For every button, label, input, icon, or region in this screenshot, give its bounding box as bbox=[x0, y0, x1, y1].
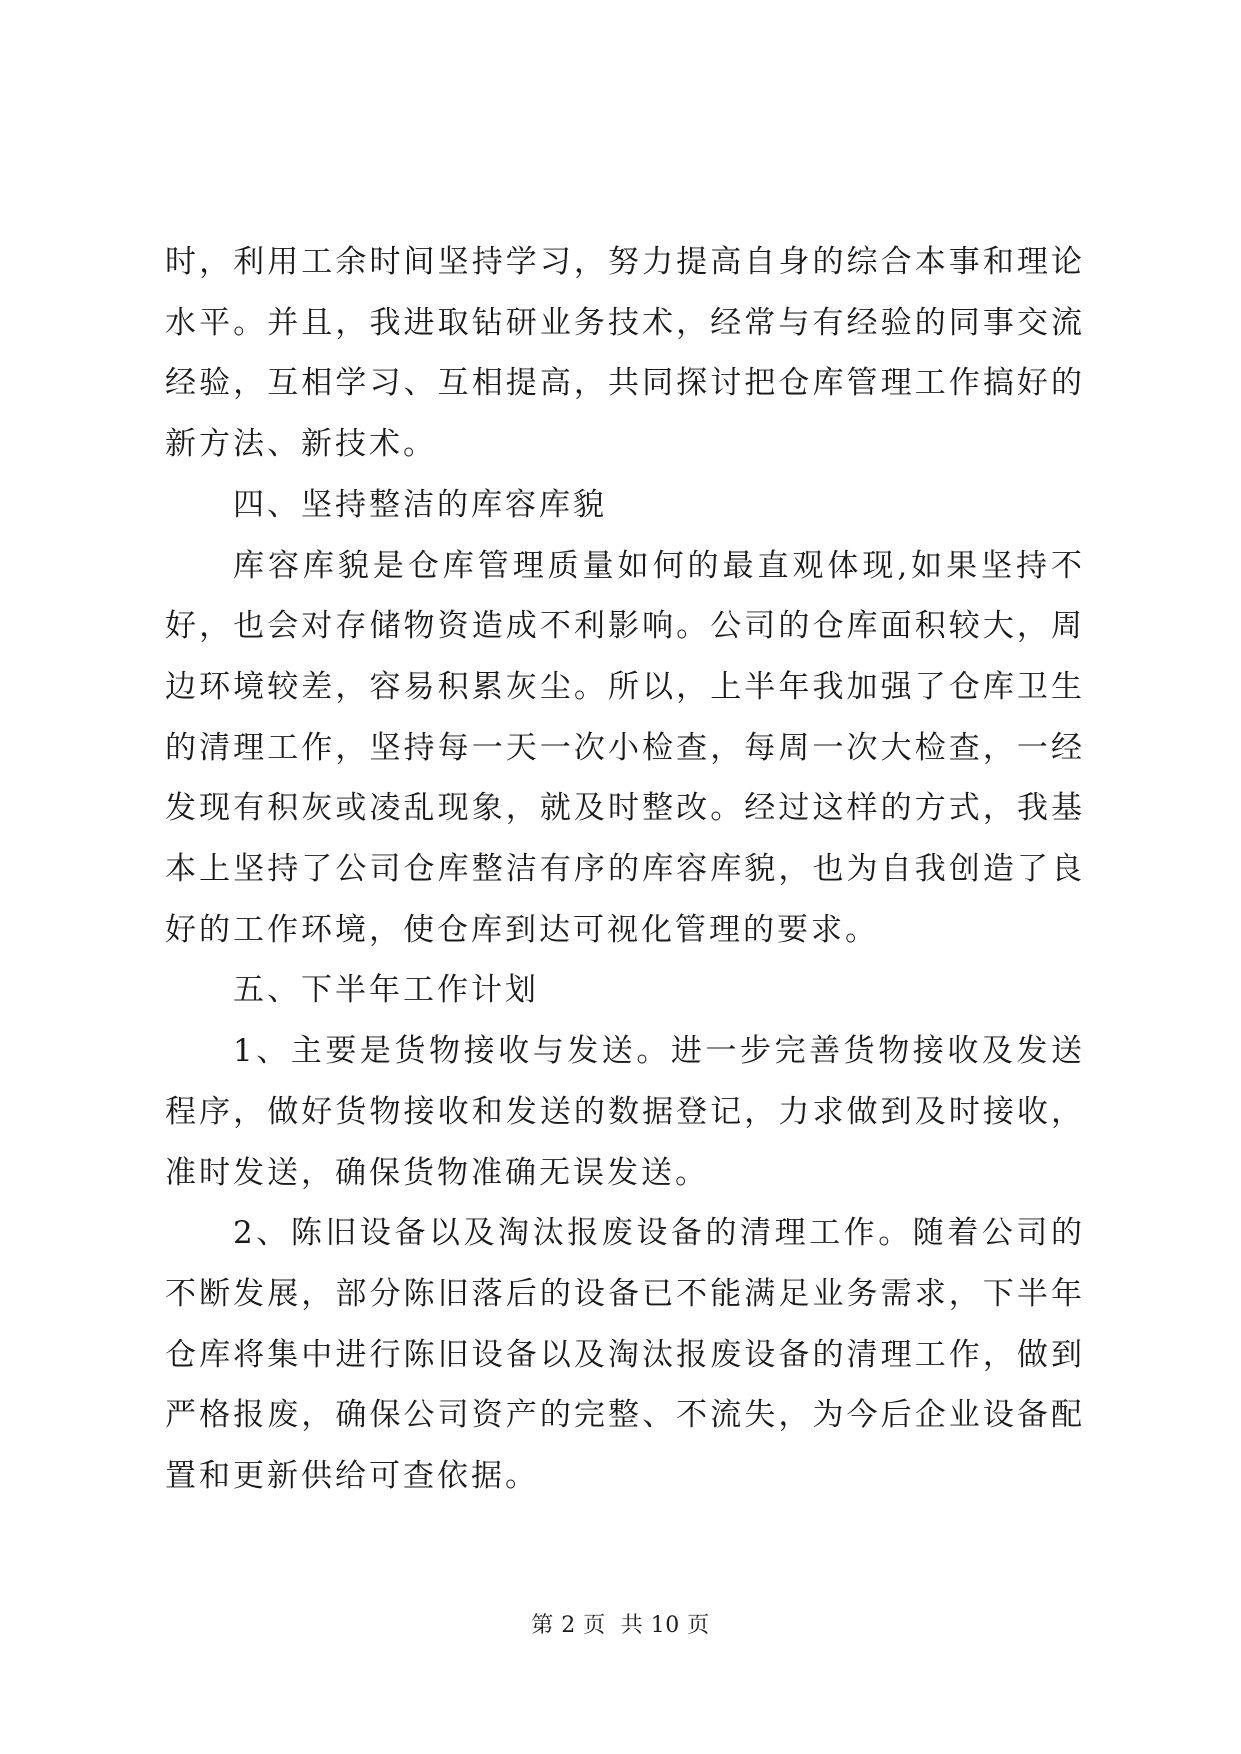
paragraph-warehouse-appearance: 库容库貌是仓库管理质量如何的最直观体现,如果坚持不好，也会对存储物资造成不利影响。公司的仓库面积较大，周边环境较差，容易积累灰尘。所以，上半年我加强了仓库卫生的清理工作，坚持每一天一次小检查，每周一次大检查，一经发现有积灰或凌乱现象，就及时整改。经过这样的方式，我基本上坚持了公司仓库整洁有序的库容库貌，也为自我创造了良好的工作环境，使仓库到达可视化管理的要求。 bbox=[165, 547, 1085, 948]
section-heading-5: 五、下半年工作计划 bbox=[233, 972, 539, 1009]
paragraph-continuation: 时，利用工余时间坚持学习，努力提高自身的综合本事和理论水平。并且，我进取钻研业务技术，经常与有经验的同事交流经验，互相学习、互相提高，共同探讨把仓库管理工作搞好的新方法、新技术。 bbox=[165, 244, 1085, 463]
section-heading-4: 四、坚持整洁的库容库貌 bbox=[233, 486, 607, 523]
document-body bbox=[165, 232, 1085, 1507]
page-footer bbox=[0, 1608, 1241, 1639]
page-number-label: 第 2 页 共 10 页 bbox=[531, 1613, 710, 1638]
paragraph-plan-item-1: 1、主要是货物接收与发送。进一步完善货物接收及发送程序，做好货物接收和发送的数据登记，力求做到及时接收，准时发送，确保货物准确无误发送。 bbox=[165, 1033, 1085, 1191]
paragraph-plan-item-2: 2、陈旧设备以及淘汰报废设备的清理工作。随着公司的不断发展，部分陈旧落后的设备已不能满足业务需求，下半年仓库将集中进行陈旧设备以及淘汰报废设备的清理工作，做到严格报废，确保公司资产的完整、不流失，为今后企业设备配置和更新供给可查依据。 bbox=[165, 1215, 1085, 1495]
